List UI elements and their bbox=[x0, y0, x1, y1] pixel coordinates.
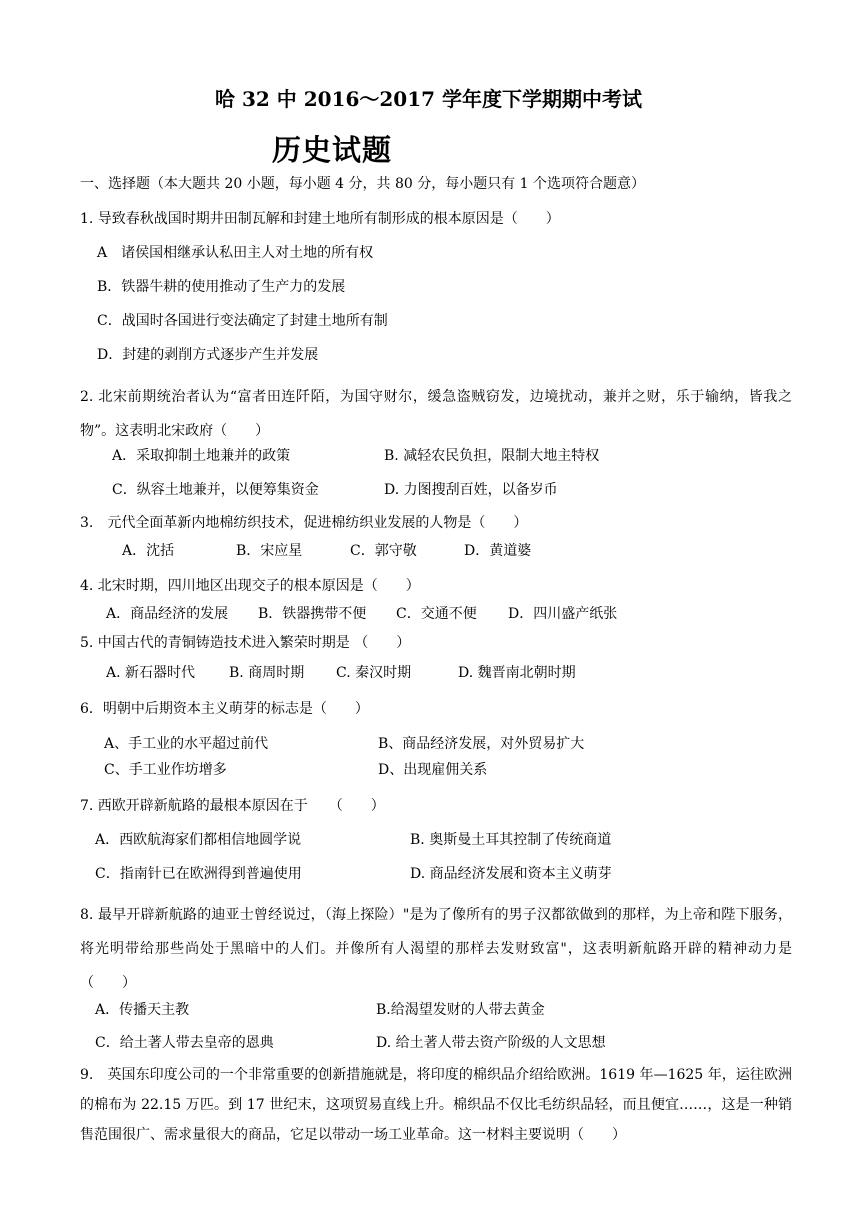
question-5-option-c: C. 秦汉时期 bbox=[336, 665, 412, 681]
question-5-option-b: B. 商周时期 bbox=[229, 665, 305, 681]
question-2-option-d: D. 力图搜刮百姓，以备岁币 bbox=[384, 482, 558, 498]
question-3-option-c: C．郭守敬 bbox=[350, 543, 417, 559]
question-3-option-b: B．宋应星 bbox=[236, 543, 303, 559]
question-8-option-c: C．给土著人带去皇帝的恩典 bbox=[95, 1035, 274, 1051]
question-5-option-d: D. 魏晋南北朝时期 bbox=[458, 665, 576, 681]
question-1-option-d: D．封建的剥削方式逐步产生并发展 bbox=[97, 347, 319, 363]
question-3-option-d: D．黄道婆 bbox=[464, 543, 532, 559]
question-7-option-b: B. 奥斯曼土耳其控制了传统商道 bbox=[410, 832, 612, 848]
question-3-option-a: A．沈括 bbox=[122, 543, 175, 559]
exam-subtitle: 历史试题 bbox=[272, 133, 393, 167]
question-6-stem: 6．明朝中后期资本主义萌芽的标志是（ ） bbox=[80, 701, 369, 717]
question-7-stem: 7. 西欧开辟新航路的最根本原因在于 （ ） bbox=[80, 798, 385, 814]
question-2-option-b: B. 减轻农民负担，限制大地主特权 bbox=[384, 448, 600, 464]
question-3-stem: 3. 元代全面革新内地棉纺织技术，促进棉纺织业发展的人物是（ ） bbox=[80, 515, 528, 531]
question-8-stem: 8. 最早开辟新航路的迪亚士曾经说过，（海上探险）"是为了像所有的男子汉都欲做到的那样，为上帝和陛下服务，将光明带给那些尚处于黑暗中的人们。并像所有人渴望的那样去发财致富"，这表明新航路开辟的精神动力是（ ） bbox=[80, 907, 792, 991]
question-4-option-d: D．四川盛产纸张 bbox=[508, 606, 618, 622]
question-8-option-b: B.给渴望发财的人带去黄金 bbox=[376, 1002, 545, 1018]
question-2-option-c: C．纵容土地兼并，以便筹集资金 bbox=[112, 482, 319, 498]
question-2-stem: 2. 北宋前期统治者认为“富者田连阡陌，为国守财尔，缓急盗贼窃发，边境扰动，兼并之财，乐于输纳，皆我之物”。这表明北宋政府（ ） bbox=[80, 389, 792, 439]
question-4-option-a: A．商品经济的发展 bbox=[106, 606, 229, 622]
exam-title: 哈 32 中 2016～2017 学年度下学期期中考试 bbox=[215, 87, 643, 111]
question-7-option-d: D. 商品经济发展和资本主义萌芽 bbox=[410, 866, 612, 882]
question-8-option-d: D. 给土著人带去资产阶级的人文思想 bbox=[376, 1035, 606, 1051]
question-7-option-c: C．指南针已在欧洲得到普遍使用 bbox=[95, 866, 302, 882]
question-7-option-a: A．西欧航海家们都相信地圆学说 bbox=[95, 832, 302, 848]
question-1-option-b: B．铁器牛耕的使用推动了生产力的发展 bbox=[97, 279, 346, 295]
question-1-option-c: C．战国时各国进行变法确定了封建土地所有制 bbox=[97, 313, 388, 329]
question-1-stem: 1. 导致春秋战国时期井田制瓦解和封建土地所有制形成的根本原因是（ ） bbox=[80, 211, 560, 227]
question-5-stem: 5. 中国古代的青铜铸造技术进入繁荣时期是 （ ） bbox=[80, 635, 411, 651]
question-2-option-a: A．采取抑制土地兼并的政策 bbox=[112, 448, 291, 464]
question-6-option-c: C、手工业作坊增多 bbox=[104, 762, 227, 778]
section-heading: 一、选择题（本大题共 20 小题，每小题 4 分，共 80 分，每小题只有 1 个选项符合题意） bbox=[80, 176, 646, 192]
question-9-stem: 9. 英国东印度公司的一个非常重要的创新措施就是，将印度的棉织品介绍给欧洲。1619 年—1625 年，运往欧洲的棉布为 22.15 万匹。到 17 世纪末，这项贸易直线上升。棉织品不仅比毛纺织品轻，而且便宜……，这是一种销售范围很广、需求量很大的商品，它足以带动一场工业革命。这一材料主要说明（ ） bbox=[80, 1067, 792, 1143]
question-4-stem: 4. 北宋时期，四川地区出现交子的根本原因是（ ） bbox=[80, 578, 420, 594]
question-4-option-b: B．铁器携带不便 bbox=[258, 606, 367, 622]
question-1-option-a: A 诸侯国相继承认私田主人对土地的所有权 bbox=[97, 245, 374, 261]
question-5-option-a: A. 新石器时代 bbox=[106, 665, 196, 681]
question-6-option-d: D、出现雇佣关系 bbox=[378, 762, 488, 778]
question-4-option-c: C．交通不便 bbox=[396, 606, 477, 622]
question-6-option-b: B、商品经济发展，对外贸易扩大 bbox=[378, 736, 585, 752]
question-8-option-a: A．传播天主教 bbox=[95, 1002, 190, 1018]
question-6-option-a: A、手工业的水平超过前代 bbox=[104, 736, 269, 752]
